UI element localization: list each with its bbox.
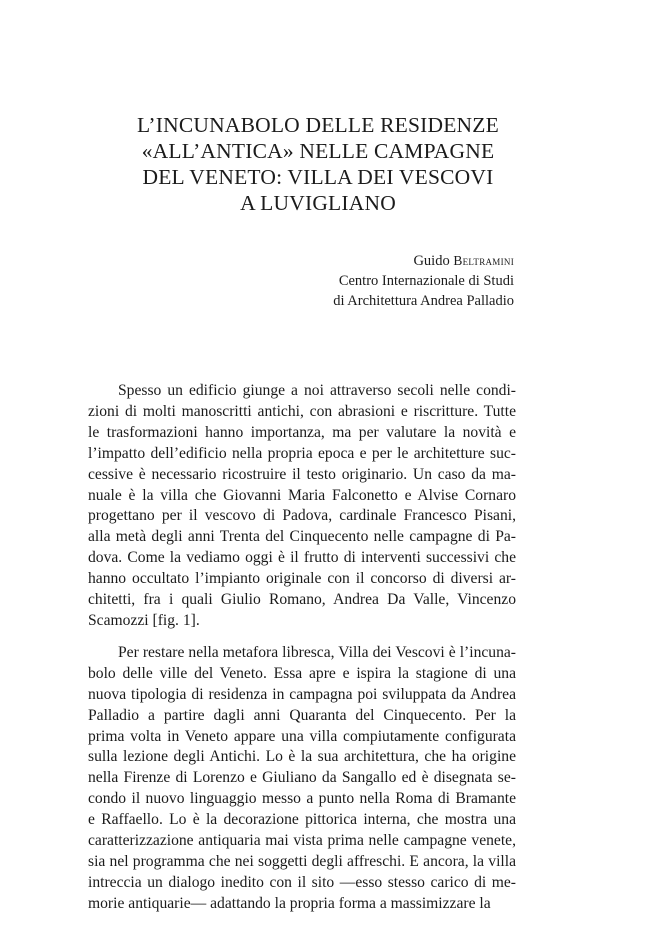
paragraph-line: hanno occultato l’impianto originale con il concorso di diversi ar-: [88, 570, 516, 588]
author-block: [270, 251, 514, 311]
paragraph-line: Per restare nella metafora libresca, Villa dei Vescovi è l’incuna-: [118, 643, 516, 661]
paragraph-line: prima volta in Veneto appare una villa compiutamente configurata: [88, 727, 516, 745]
title-line-1: L’INCUNABOLO DELLE RESIDENZE: [137, 113, 499, 137]
paragraph-line: l’impatto dell’edificio nella propria epoca e per le architetture suc-: [88, 444, 516, 462]
paragraph-line: progettano per il vescovo di Padova, cardinale Francesco Pisani,: [88, 507, 516, 525]
paragraph-line: sia nel programma che nei soggetti degli affreschi. E ancora, la villa: [88, 852, 516, 870]
paragraph-line: morie antiquarie— adattando la propria forma a massimizzare la: [88, 894, 491, 912]
paragraph: [88, 643, 516, 915]
paragraph-line: Palladio a partire dagli anni Quaranta del Cinquecento. Per la: [88, 706, 516, 724]
paragraph-line: nuale è la villa che Giovanni Maria Falconetto e Alvise Cornaro: [88, 486, 516, 504]
paragraph-line: Scamozzi [fig. 1].: [88, 611, 200, 629]
paragraph-line: cessive è necessario ricostruire il testo originario. Un caso da ma-: [88, 465, 516, 483]
paragraph-line: intreccia un dialogo inedito con il sito —esso stesso carico di me-: [88, 873, 516, 891]
paragraph-line: nella Firenze di Lorenzo e Giuliano da Sangallo ed è disegnata se-: [88, 769, 516, 787]
paragraph-line: condo il nuovo linguaggio messo a punto nella Roma di Bramante: [88, 790, 516, 808]
author-first-name: Guido: [413, 253, 450, 269]
paragraph-line: bolo delle ville del Veneto. Essa apre e ispira la stagione di una: [88, 664, 516, 682]
author-name: [270, 251, 514, 271]
paragraph-line: alla metà degli anni Trenta del Cinquecento nelle campagne di Pa-: [88, 528, 516, 546]
paragraph-line: le trasformazioni hanno importanza, ma per valutare la novità e: [88, 423, 516, 441]
author-affiliation-line-2: di Architettura Andrea Palladio: [333, 293, 514, 309]
paragraph-line: chitetti, fra i quali Giulio Romano, Andrea Da Valle, Vincenzo: [88, 591, 516, 609]
title-line-2: «ALL’ANTICA» NELLE CAMPAGNE: [141, 139, 495, 163]
paragraph-line: caratterizzazione antiquaria mai vista prima nelle campagne venete,: [88, 832, 516, 850]
paragraph-line: dova. Come la vediamo oggi è il frutto di interventi successivi che: [88, 549, 516, 567]
paragraph-line: e Raffaello. Lo è la decorazione pittorica interna, che mostra una: [88, 811, 516, 829]
paragraph-line: nuova tipologia di residenza in campagna poi sviluppata da Andrea: [88, 685, 516, 703]
title-line-4: A LUVIGLIANO: [240, 191, 396, 215]
paragraph-line: sulla lezione degli Antichi. Lo è la sua architettura, che ha origine: [88, 748, 516, 766]
author-affiliation-line-1: Centro Internazionale di Studi: [338, 273, 514, 289]
title-line-3: DEL VENETO: VILLA DEI VESCOVI: [142, 165, 494, 189]
body-text: [88, 381, 516, 926]
author-last-name: Beltramini: [453, 253, 514, 268]
chapter-title: [108, 112, 528, 216]
paragraph-line: Spesso un edificio giunge a noi attraverso secoli nelle condi-: [118, 382, 516, 399]
paragraph-line: zioni di molti manoscritti antichi, con abrasioni e riscritture. Tutte: [88, 402, 516, 420]
paragraph: [88, 381, 516, 632]
